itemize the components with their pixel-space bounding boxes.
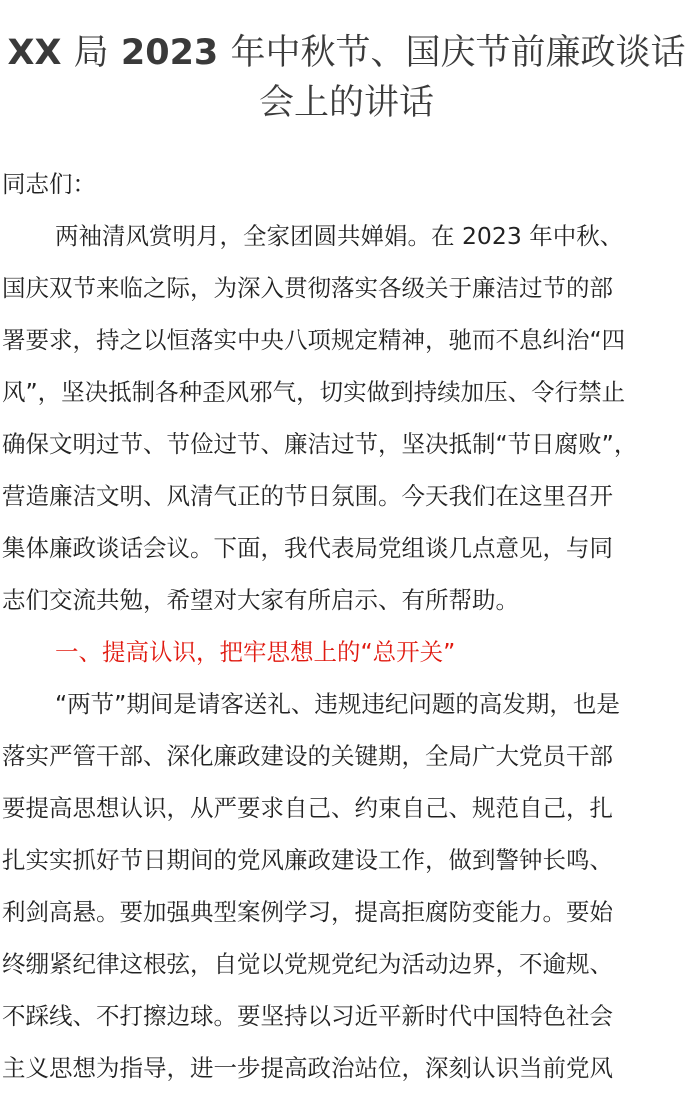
paragraph-line: 两袖清风赏明月，全家团圆共婵娟。在 2023 年中秋、: [55, 222, 624, 250]
paragraph-line: 营造廉洁文明、风清气正的节日氛围。今天我们在这里召开: [2, 482, 613, 510]
paragraph-line: 不踩线、不打擦边球。要坚持以习近平新时代中国特色社会: [2, 1002, 613, 1030]
paragraph-line: 要提高思想认识，从严要求自己、约束自己、规范自己，扎: [2, 794, 613, 822]
section-heading: 一、提高认识，把牢思想上的“总开关”: [55, 638, 456, 666]
paragraph-line: 主义思想为指导，进一步提高政治站位，深刻认识当前党风: [2, 1054, 613, 1082]
title-line-2: 会上的讲话: [258, 83, 434, 123]
paragraph-line: “两节”期间是请客送礼、违规违纪问题的高发期，也是: [55, 690, 620, 718]
paragraph-line: 风”，坚决抵制各种歪风邪气，切实做到持续加压、令行禁止: [2, 378, 626, 406]
title-year: 2023: [120, 33, 219, 73]
paragraph-line: 国庆双节来临之际，为深入贯彻落实各级关于廉洁过节的部: [2, 274, 613, 302]
title-bureau: 局: [73, 33, 109, 73]
paragraph-line: 确保文明过节、节俭过节、廉洁过节，坚决抵制“节日腐败”，: [2, 430, 638, 458]
title-prefix: XX: [7, 33, 62, 73]
salutation: 同志们：: [2, 170, 96, 198]
title-text: 年中秋节、国庆节前廉政谈话: [230, 33, 686, 73]
document-title: [0, 28, 693, 128]
paragraph-line: 落实严管干部、深化廉政建设的关键期，全局广大党员干部: [2, 742, 613, 770]
paragraph-line: 集体廉政谈话会议。下面，我代表局党组谈几点意见，与同: [2, 534, 613, 562]
paragraph-line: 署要求，持之以恒落实中央八项规定精神，驰而不息纠治“四: [2, 326, 626, 354]
document-body: [2, 158, 692, 1094]
title-line-1: [0, 28, 693, 78]
paragraph-line: 终绷紧纪律这根弦，自觉以党规党纪为活动边界，不逾规、: [2, 950, 613, 978]
paragraph-line: 利剑高悬。要加强典型案例学习，提高拒腐防变能力。要始: [2, 898, 613, 926]
paragraph-line: 扎实实抓好节日期间的党风廉政建设工作，做到警钟长鸣、: [2, 846, 613, 874]
paragraph-line: 志们交流共勉，希望对大家有所启示、有所帮助。: [2, 586, 519, 614]
